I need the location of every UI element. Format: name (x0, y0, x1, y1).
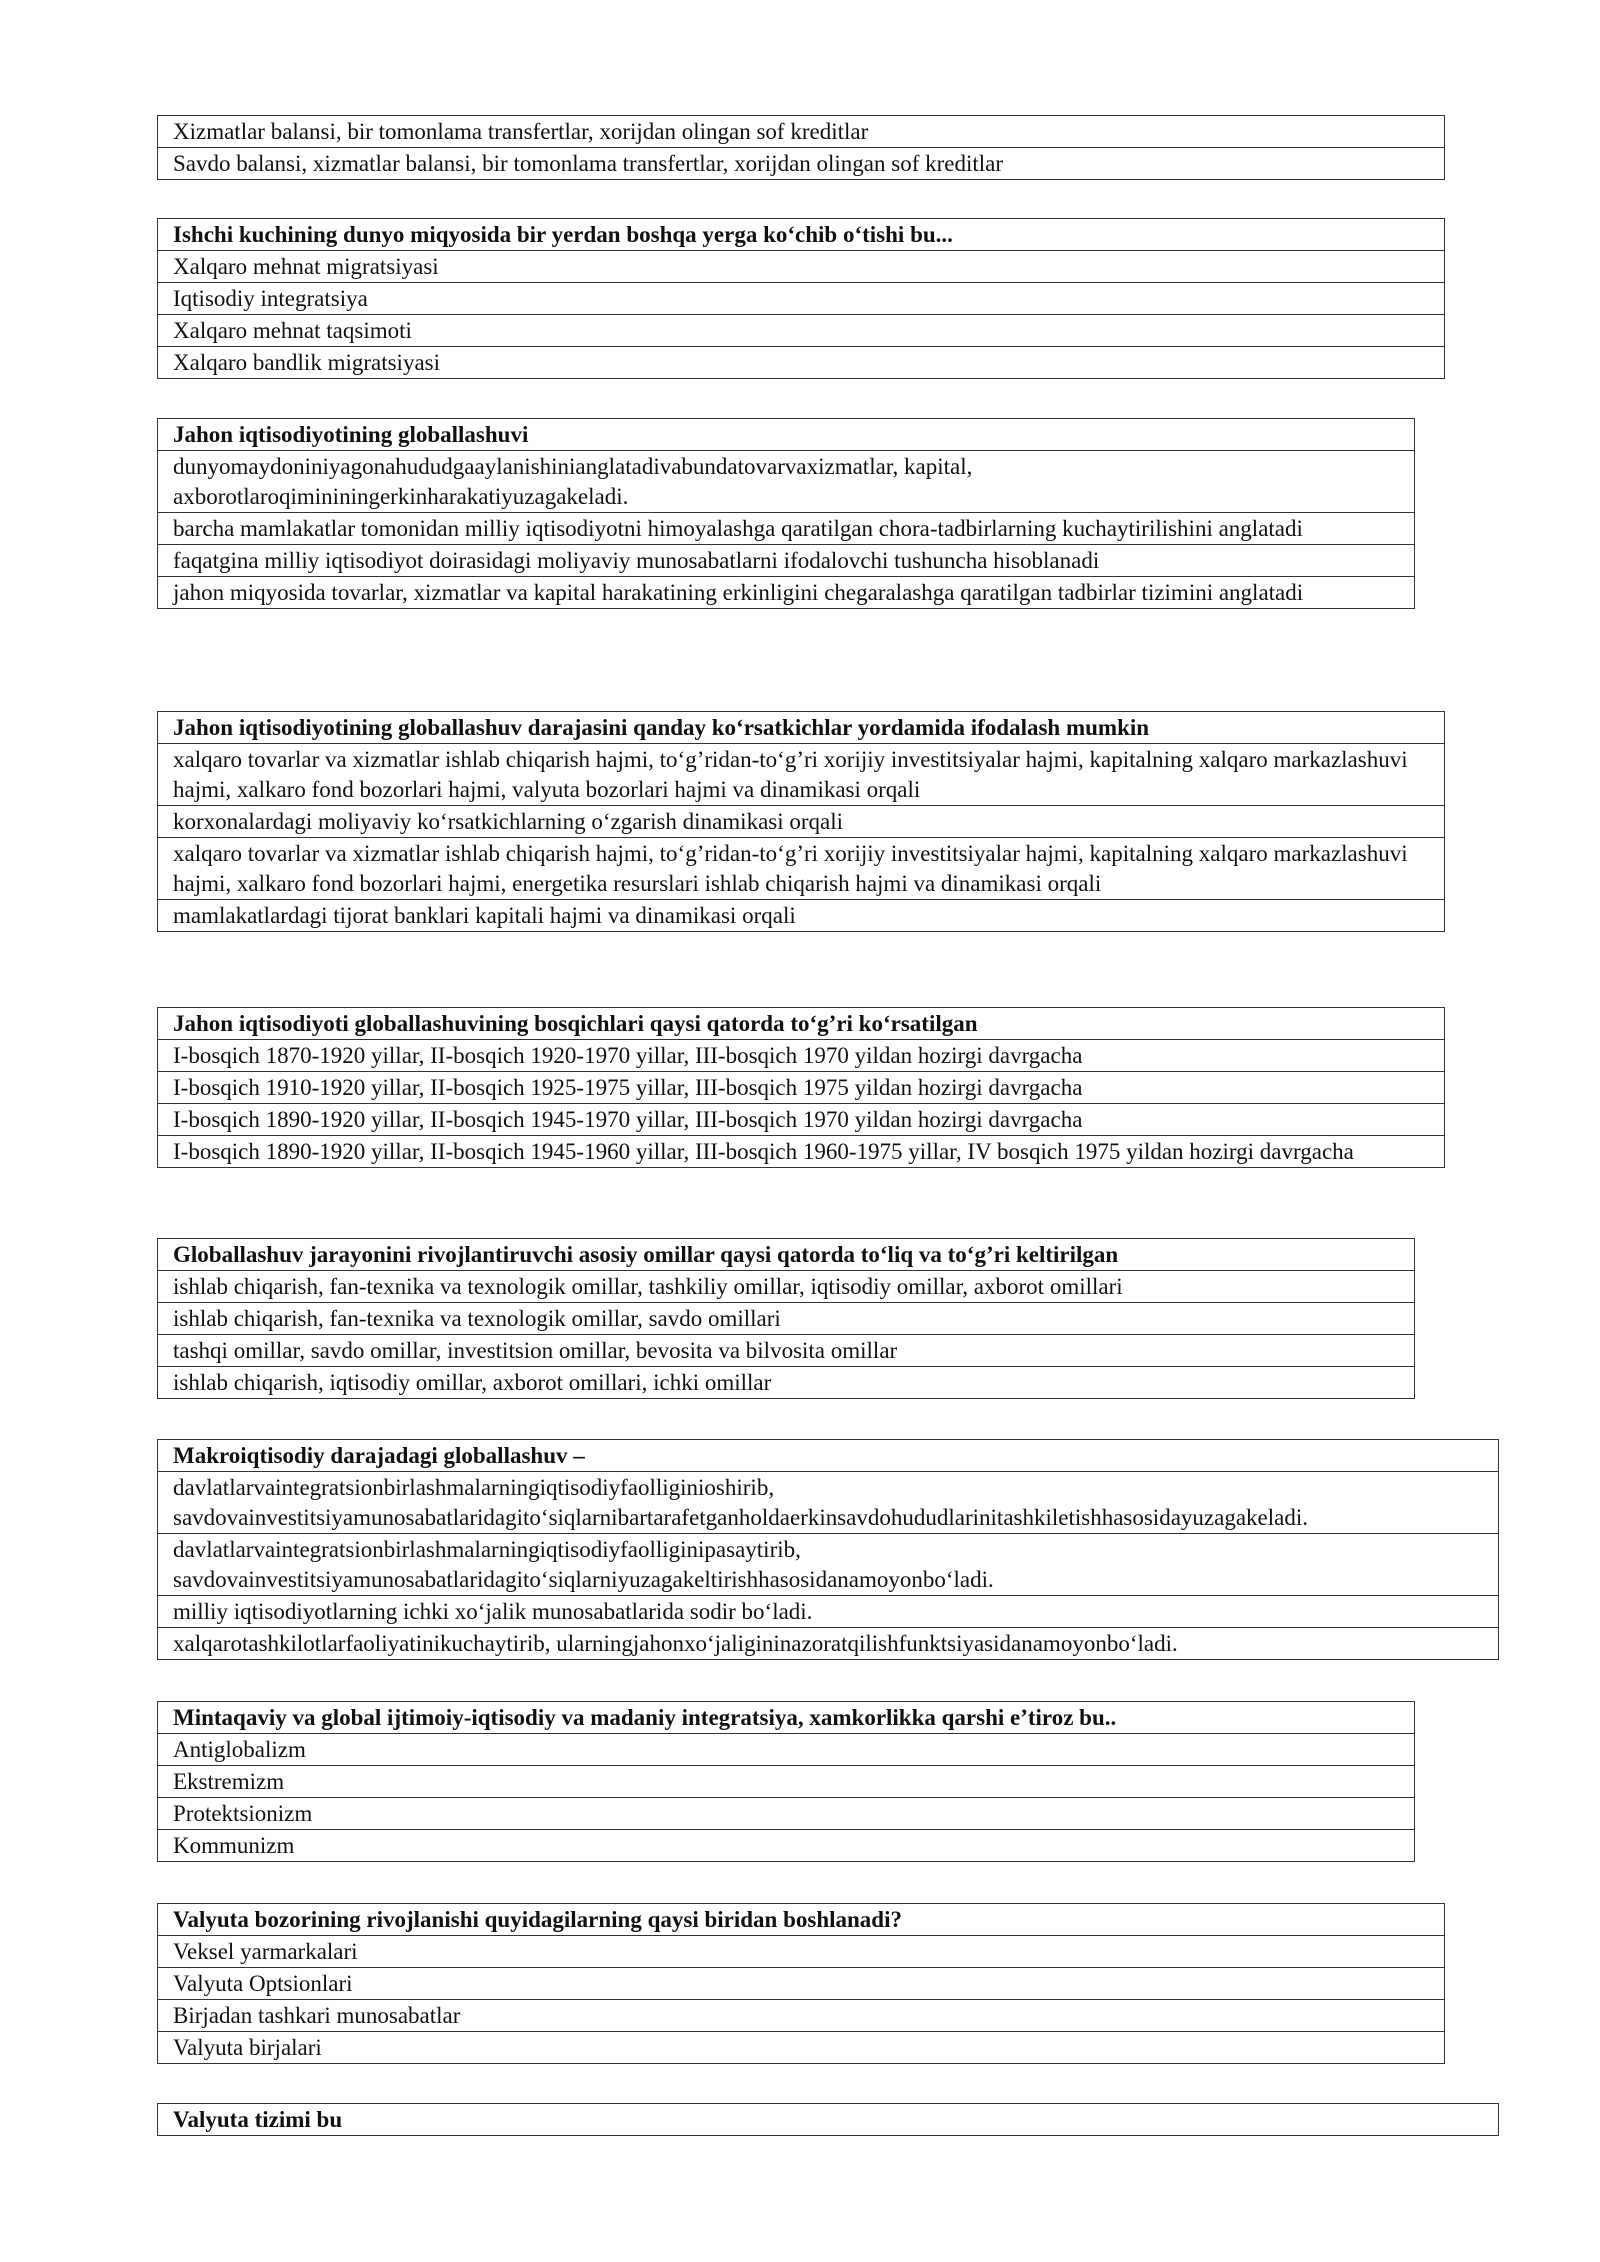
answer-option: ishlab chiqarish, iqtisodiy omillar, axborot omillari, ichki omillar (158, 1367, 1415, 1399)
answer-option: ishlab chiqarish, fan-texnika va texnologik omillar, savdo omillari (158, 1303, 1415, 1335)
question-table-currency-market (157, 1903, 1445, 2064)
question-heading: Makroiqtisodiy darajadagi globallashuv – (158, 1440, 1499, 1472)
question-heading: Mintaqaviy va global ijtimoiy-iqtisodiy va madaniy integratsiya, xamkorlikka qarshi e’tiroz bu.. (158, 1702, 1415, 1734)
question-heading: Valyuta tizimi bu (158, 2104, 1499, 2136)
answer-option: Xalqaro mehnat migratsiyasi (158, 251, 1445, 283)
answer-option: Valyuta birjalari (158, 2032, 1445, 2064)
question-table-globalization-indicators (157, 711, 1445, 932)
question-table-macro-globalization (157, 1439, 1499, 1660)
question-table-balance (157, 115, 1445, 180)
answer-option: I-bosqich 1910-1920 yillar, II-bosqich 1925-1975 yillar, III-bosqich 1975 yildan hozirgi davrgacha (158, 1072, 1445, 1104)
question-table-globalization-factors (157, 1238, 1415, 1399)
answer-option: Veksel yarmarkalari (158, 1936, 1445, 1968)
answer-option: ishlab chiqarish, fan-texnika va texnologik omillar, tashkiliy omillar, iqtisodiy omillar, axborot omillari (158, 1271, 1415, 1303)
answer-option: mamlakatlardagi tijorat banklari kapitali hajmi va dinamikasi orqali (158, 900, 1445, 932)
answer-option: Antiglobalizm (158, 1734, 1415, 1766)
question-heading: Jahon iqtisodiyotining globallashuvi (158, 419, 1415, 451)
question-heading: Jahon iqtisodiyoti globallashuvining bosqichlari qaysi qatorda to‘g’ri ko‘rsatilgan (158, 1008, 1445, 1040)
question-table-globalization-stages (157, 1007, 1445, 1168)
answer-option: milliy iqtisodiyotlarning ichki xo‘jalik munosabatlarida sodir bo‘ladi. (158, 1596, 1499, 1628)
answer-option: faqatgina milliy iqtisodiyot doirasidagi moliyaviy munosabatlarni ifodalovchi tushuncha hisoblanadi (158, 545, 1415, 577)
answer-option: Savdo balansi, xizmatlar balansi, bir tomonlama transfertlar, xorijdan olingan sof kreditlar (158, 148, 1445, 180)
answer-option: xalqarotashkilotlarfaoliyatinikuchaytirib, ularningjahonxo‘jaligininazoratqilishfunktsiyasidanamoyonbo‘ladi. (158, 1628, 1499, 1660)
answer-option: Iqtisodiy integratsiya (158, 283, 1445, 315)
answer-option: Protektsionizm (158, 1798, 1415, 1830)
question-heading: Valyuta bozorining rivojlanishi quyidagilarning qaysi biridan boshlanadi? (158, 1904, 1445, 1936)
answer-option: Xizmatlar balansi, bir tomonlama transfertlar, xorijdan olingan sof kreditlar (158, 116, 1445, 148)
question-heading: Jahon iqtisodiyotining globallashuv darajasini qanday ko‘rsatkichlar yordamida ifodalash mumkin (158, 712, 1445, 744)
answer-option: davlatlarvaintegratsionbirlashmalarningiqtisodiyfaolliginipasaytirib, savdovainvestitsiyamunosabatlaridagito‘siqlarniyuzagakeltirishhasosidanamoyonbo‘ladi. (158, 1534, 1499, 1596)
question-table-globalization (157, 418, 1415, 609)
question-heading: Globallashuv jarayonini rivojlantiruvchi asosiy omillar qaysi qatorda to‘liq va to‘g’ri keltirilgan (158, 1239, 1415, 1271)
answer-option: I-bosqich 1890-1920 yillar, II-bosqich 1945-1970 yillar, III-bosqich 1970 yildan hozirgi davrgacha (158, 1104, 1445, 1136)
answer-option: Ekstremizm (158, 1766, 1415, 1798)
answer-option: davlatlarvaintegratsionbirlashmalarningiqtisodiyfaolliginioshirib, savdovainvestitsiyamunosabatlaridagito‘siqlarnibartarafetganholdaerkinsavdohududlarinitashkiletishhasosidayuzagakeladi. (158, 1472, 1499, 1534)
question-table-currency-system (157, 2103, 1499, 2136)
answer-option: Kommunizm (158, 1830, 1415, 1862)
answer-option: barcha mamlakatlar tomonidan milliy iqtisodiyotni himoyalashga qaratilgan chora-tadbirlarning kuchaytirilishini anglatadi (158, 513, 1415, 545)
question-table-antiglobalism (157, 1701, 1415, 1862)
answer-option: tashqi omillar, savdo omillar, investitsion omillar, bevosita va bilvosita omillar (158, 1335, 1415, 1367)
answer-option: Birjadan tashkari munosabatlar (158, 2000, 1445, 2032)
answer-option: Xalqaro bandlik migratsiyasi (158, 347, 1445, 379)
answer-option: Xalqaro mehnat taqsimoti (158, 315, 1445, 347)
answer-option: Valyuta Optsionlari (158, 1968, 1445, 2000)
answer-option: xalqaro tovarlar va xizmatlar ishlab chiqarish hajmi, to‘g’ridan-to‘g’ri xorijiy investitsiyalar hajmi, kapitalning xalqaro markazlashuvi hajmi, xalkaro fond bozorlari hajmi, valyuta bozorlari hajmi va dinamikasi orqali (158, 744, 1445, 806)
question-table-labor-migration (157, 218, 1445, 379)
answer-option: I-bosqich 1870-1920 yillar, II-bosqich 1920-1970 yillar, III-bosqich 1970 yildan hozirgi davrgacha (158, 1040, 1445, 1072)
answer-option: jahon miqyosida tovarlar, xizmatlar va kapital harakatining erkinligini chegaralashga qaratilgan tadbirlar tizimini anglatadi (158, 577, 1415, 609)
answer-option: dunyomaydoniniyagonahududgaaylanishinianglatadivabundatovarvaxizmatlar, kapital, axborotlaroqimininingerkinharakatiyuzagakeladi. (158, 451, 1415, 513)
question-heading: Ishchi kuchining dunyo miqyosida bir yerdan boshqa yerga ko‘chib o‘tishi bu... (158, 219, 1445, 251)
answer-option: korxonalardagi moliyaviy ko‘rsatkichlarning o‘zgarish dinamikasi orqali (158, 806, 1445, 838)
answer-option: I-bosqich 1890-1920 yillar, II-bosqich 1945-1960 yillar, III-bosqich 1960-1975 yillar, IV bosqich 1975 yildan hozirgi davrgacha (158, 1136, 1445, 1168)
answer-option: xalqaro tovarlar va xizmatlar ishlab chiqarish hajmi, to‘g’ridan-to‘g’ri xorijiy investitsiyalar hajmi, kapitalning xalqaro markazlashuvi hajmi, xalkaro fond bozorlari hajmi, energetika resurslari ishlab chiqarish hajmi va dinamikasi orqali (158, 838, 1445, 900)
